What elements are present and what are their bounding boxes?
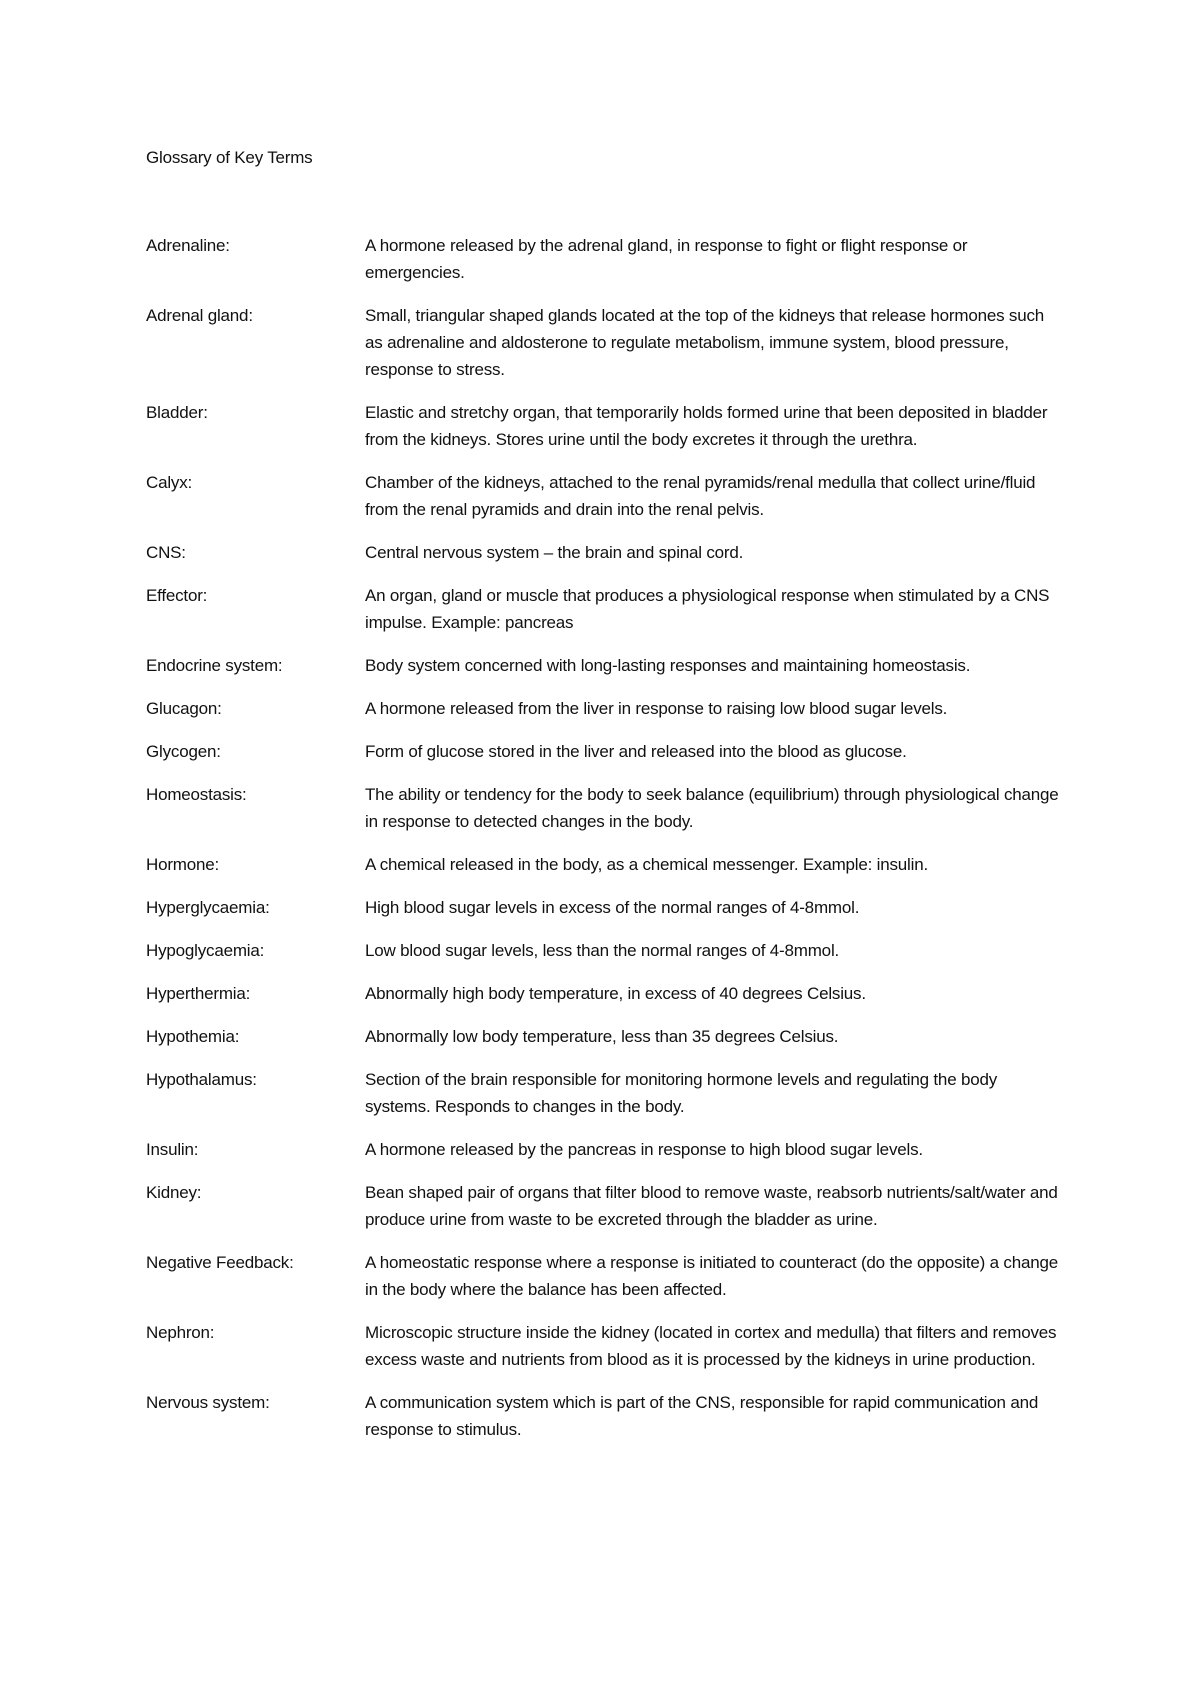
glossary-entry: [146, 652, 1066, 679]
glossary-entry: [146, 937, 1066, 964]
glossary-term: Nervous system:: [146, 1393, 270, 1412]
glossary-entry: [146, 232, 1066, 286]
glossary-term: Hyperglycaemia:: [146, 898, 270, 917]
glossary-term: Calyx:: [146, 473, 193, 492]
glossary-definition: Small, triangular shaped glands located at the top of the kidneys that release hormones such as adrenaline and aldosterone to regulate metabolism, immune system, blood pressure, response to stress.: [365, 306, 1045, 379]
glossary-term: Hormone:: [146, 855, 220, 874]
glossary-definition: A hormone released by the adrenal gland, in response to fight or flight response or emergencies.: [365, 236, 968, 282]
glossary-entry: [146, 1136, 1066, 1163]
glossary-entry: [146, 1023, 1066, 1050]
glossary-term: Glycogen:: [146, 742, 221, 761]
glossary-entry: [146, 781, 1066, 835]
glossary-definition: An organ, gland or muscle that produces a physiological response when stimulated by a CNS impulse. Example: pancreas: [365, 586, 1050, 632]
glossary-list: [146, 232, 1066, 1459]
glossary-entry: [146, 980, 1066, 1007]
glossary-definition: Elastic and stretchy organ, that temporarily holds formed urine that been deposited in bladder from the kidneys. Stores urine until the body excretes it through the urethra.: [365, 403, 1048, 449]
glossary-entry: [146, 399, 1066, 453]
document-title: Glossary of Key Terms: [146, 148, 313, 167]
glossary-definition: Section of the brain responsible for monitoring hormone levels and regulating the body systems. Responds to changes in the body.: [365, 1070, 998, 1116]
glossary-term: CNS:: [146, 543, 186, 562]
glossary-definition: A communication system which is part of the CNS, responsible for rapid communication and response to stimulus.: [365, 1393, 1039, 1439]
glossary-definition: Microscopic structure inside the kidney (located in cortex and medulla) that filters and removes excess waste and nutrients from blood as it is processed by the kidneys in urine production.: [365, 1323, 1057, 1369]
glossary-definition: Chamber of the kidneys, attached to the renal pyramids/renal medulla that collect urine/fluid from the renal pyramids and drain into the renal pelvis.: [365, 473, 1036, 519]
glossary-term: Hyperthermia:: [146, 984, 251, 1003]
glossary-term: Nephron:: [146, 1323, 215, 1342]
glossary-definition: Low blood sugar levels, less than the normal ranges of 4-8mmol.: [365, 941, 840, 960]
glossary-term: Kidney:: [146, 1183, 202, 1202]
glossary-term: Bladder:: [146, 403, 208, 422]
glossary-definition: A homeostatic response where a response is initiated to counteract (do the opposite) a change in the body where the balance has been affected.: [365, 1253, 1059, 1299]
glossary-definition: Body system concerned with long-lasting responses and maintaining homeostasis.: [365, 656, 971, 675]
glossary-term: Adrenal gland:: [146, 306, 253, 325]
glossary-entry: [146, 851, 1066, 878]
glossary-entry: [146, 894, 1066, 921]
glossary-term: Hypothemia:: [146, 1027, 240, 1046]
glossary-definition: Central nervous system – the brain and spinal cord.: [365, 543, 744, 562]
glossary-term: Insulin:: [146, 1140, 199, 1159]
glossary-entry: [146, 582, 1066, 636]
glossary-definition: Abnormally high body temperature, in excess of 40 degrees Celsius.: [365, 984, 866, 1003]
glossary-term: Glucagon:: [146, 699, 222, 718]
glossary-entry: [146, 1179, 1066, 1233]
glossary-entry: [146, 695, 1066, 722]
glossary-entry: [146, 302, 1066, 383]
glossary-entry: [146, 1249, 1066, 1303]
glossary-entry: [146, 1389, 1066, 1443]
glossary-definition: High blood sugar levels in excess of the normal ranges of 4-8mmol.: [365, 898, 860, 917]
glossary-entry: [146, 469, 1066, 523]
glossary-term: Hypoglycaemia:: [146, 941, 265, 960]
glossary-term: Homeostasis:: [146, 785, 247, 804]
glossary-term: Adrenaline:: [146, 236, 230, 255]
glossary-definition: The ability or tendency for the body to seek balance (equilibrium) through physiological change in response to detected changes in the body.: [365, 785, 1059, 831]
glossary-term: Endocrine system:: [146, 656, 283, 675]
glossary-definition: Form of glucose stored in the liver and released into the blood as glucose.: [365, 742, 907, 761]
glossary-term: Negative Feedback:: [146, 1253, 294, 1272]
glossary-definition: A hormone released by the pancreas in response to high blood sugar levels.: [365, 1140, 923, 1159]
glossary-term: Hypothalamus:: [146, 1070, 257, 1089]
glossary-entry: [146, 738, 1066, 765]
glossary-definition: A hormone released from the liver in response to raising low blood sugar levels.: [365, 699, 948, 718]
glossary-definition: A chemical released in the body, as a chemical messenger. Example: insulin.: [365, 855, 928, 874]
glossary-definition: Bean shaped pair of organs that filter blood to remove waste, reabsorb nutrients/salt/water and produce urine from waste to be excreted through the bladder as urine.: [365, 1183, 1058, 1229]
glossary-term: Effector:: [146, 586, 208, 605]
glossary-entry: [146, 539, 1066, 566]
glossary-definition: Abnormally low body temperature, less than 35 degrees Celsius.: [365, 1027, 839, 1046]
glossary-entry: [146, 1319, 1066, 1373]
glossary-entry: [146, 1066, 1066, 1120]
